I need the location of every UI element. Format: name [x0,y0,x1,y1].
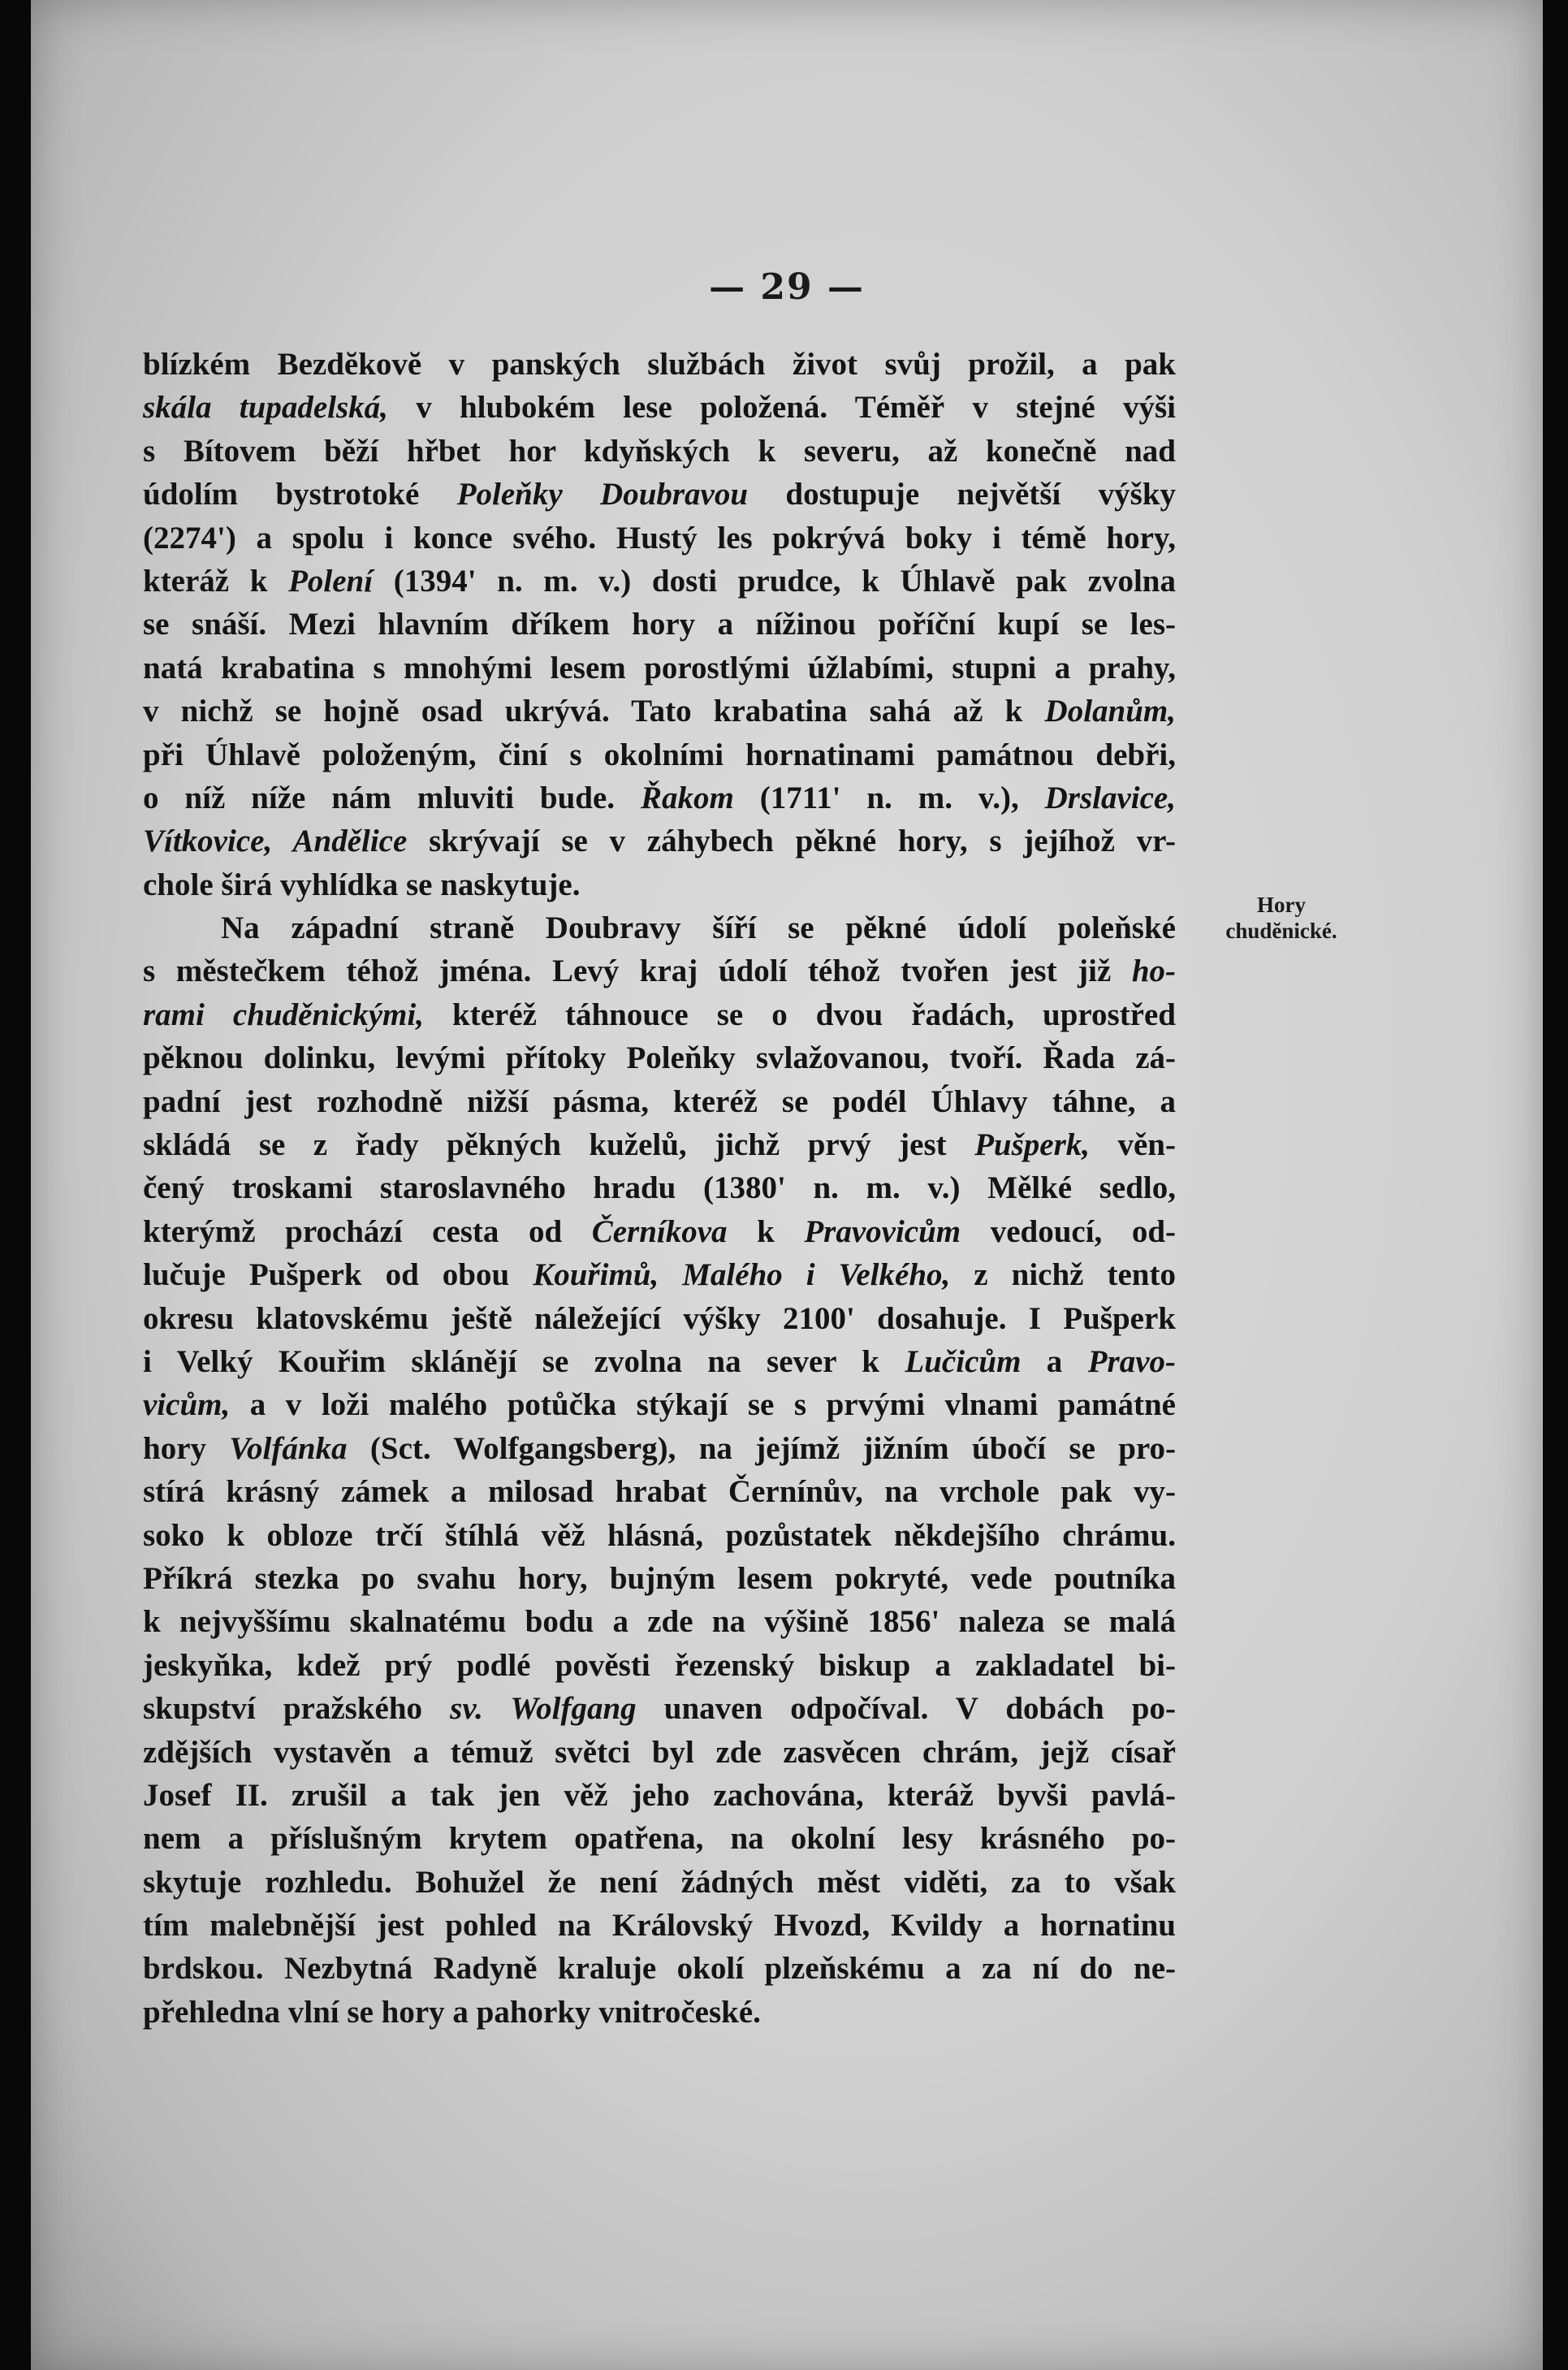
text-line [143,1123,1176,1166]
italic-term: Dolanům, [1044,694,1176,729]
text-segment: (Sct. Wolfgangsberg), na jejímž jižním úbočí se pro- [347,1430,1177,1466]
text-segment: stírá krásný zámek a milosad hrabat Černínův, na vrchole pak vy- [143,1474,1176,1510]
body-text [143,343,1176,2034]
italic-term: rami chuděnickými, [143,997,424,1032]
margin-note-line: Hory [1257,893,1306,917]
text-segment: padní jest rozhodně nižší pásma, kteréž se podél Úhlavy táhne, a [143,1083,1176,1119]
text-segment: údolím bystrotoké [143,477,457,512]
italic-term: Poleňky Doubravou [456,477,749,512]
text-segment: čený troskami staroslavného hradu (1380' n. m. v.) Mělké sedlo, [143,1170,1176,1206]
text-segment: k [727,1213,805,1249]
text-line [143,993,1176,1036]
text-line [143,1644,1176,1687]
text-segment: skrývají se v záhybech pěkné hory, s jejíhož vr- [407,824,1176,859]
italic-term: Pravovicům [804,1213,961,1249]
text-segment: se snáší. Mezi hlavním dříkem hory a nížinou poříční kupí se les- [143,607,1176,642]
text-line [143,1166,1176,1209]
text-line [143,906,1176,949]
text-segment: s městečkem téhož jména. Levý kraj údolí téhož tvořen jest již [143,954,1132,989]
text-line [143,776,1176,820]
text-line [143,603,1176,646]
text-line [143,386,1176,429]
text-line [143,690,1176,733]
text-segment: i Velký Kouřim sklánějí se zvolna na sever k [143,1343,905,1379]
text-line [143,1731,1176,1774]
text-segment: natá krabatina s mnohými lesem porostlými úžlabími, stupni a prahy, [143,650,1176,685]
text-line [143,1600,1176,1643]
italic-term: sv. Wolfgang [450,1691,637,1727]
text-line [143,473,1176,516]
text-segment: lučuje Pušperk od obou [143,1257,533,1293]
text-line [143,1687,1176,1730]
text-segment: nem a příslušným krytem opatřena, na okolní lesy krásného po- [143,1821,1176,1857]
text-segment: skládá se z řady pěkných kuželů, jichž prvý jest [143,1127,975,1163]
text-line [143,1904,1176,1947]
text-segment: (1394' n. m. v.) dosti prudce, k Úhlavě pak zvolna [373,563,1176,599]
italic-term: Pušperk, [974,1127,1091,1163]
text-segment: blízkém Bezdĕkovĕ v panských službách život svůj prožil, a pak [143,347,1176,382]
text-line [143,517,1176,560]
text-line [143,1817,1176,1860]
text-segment: Na západní straně Doubravy šíří se pěkné údolí poleňské [221,910,1176,946]
italic-term: Polení [288,563,374,599]
text-segment: skytuje rozhledu. Bohužel že není žádných měst viděti, za to však [143,1864,1176,1900]
text-line [143,1947,1176,1990]
text-segment: kteráž k [143,563,289,599]
text-segment: v nichž se hojně osad ukrývá. Tato krabatina sahá až k [143,694,1045,729]
text-line [143,1861,1176,1904]
text-line [143,863,1176,906]
text-segment: přehledna vlní se hory a pahorky vnitročeské. [143,1994,761,2030]
text-line [143,1080,1176,1123]
text-line [143,1253,1176,1296]
margin-note-line: chudĕnické. [1225,919,1337,943]
text-line [143,1383,1176,1426]
text-segment: soko k obloze trčí štíhlá věž hlásná, pozůstatek někdejšího chrámu. [143,1517,1176,1553]
text-line [143,1297,1176,1340]
text-segment: (1711' n. m. v.), [733,780,1045,815]
text-segment: a v loži malého potůčka stýkají se s prvými vlnami památné [230,1387,1176,1423]
text-line [143,1470,1176,1513]
text-line [143,1427,1176,1470]
text-segment: hory [143,1430,230,1466]
text-line [143,733,1176,776]
italic-term: Černíkova [591,1213,728,1249]
text-segment: při Úhlavě položeným, činí s okolními hornatinami památnou debři, [143,737,1176,772]
text-segment: Josef II. zrušil a tak jen věž jeho zachována, kteráž byvši pavlá- [143,1777,1176,1813]
text-segment: vedoucí, od- [961,1213,1176,1249]
text-line [143,1340,1176,1383]
italic-term: vicům, [143,1387,231,1423]
text-segment: dostupuje největší výšky [748,477,1177,512]
text-segment: (2274') a spolu i konce svého. Hustý les pokrývá boky i témě hory, [143,520,1176,556]
text-segment: k nejvyššímu skalnatému bodu a zde na výšině 1856' naleza se malá [143,1604,1176,1640]
text-segment: s Bítovem běží hřbet hor kdyňských k severu, až konečně nad [143,433,1176,469]
text-segment: zdějších vystavěn a témuž světci byl zde zasvěcen chrám, jejž císař [143,1734,1176,1770]
text-line [143,820,1176,863]
text-segment: věn- [1090,1127,1176,1163]
text-segment: skupství pražského [143,1691,451,1727]
italic-term: Drslavice, [1044,780,1176,815]
text-line [143,647,1176,690]
text-segment: o níž níže nám mluviti bude. [143,780,641,815]
italic-term: Lučicům [905,1343,1022,1379]
text-line [143,560,1176,603]
text-segment: Příkrá stezka po svahu hory, bujným lesem pokryté, vede poutníka [143,1560,1176,1596]
italic-term: Vítkovice, Andělice [143,824,408,859]
text-segment: kterýmž prochází cesta od [143,1213,592,1249]
italic-term: ho- [1131,954,1176,989]
text-segment: z nichž tento [950,1257,1176,1293]
text-line [143,430,1176,473]
text-line [143,1514,1176,1557]
text-segment: v hlubokém lese položená. Téměř v stejné výši [387,390,1176,426]
italic-term: Kouřimů, Malého i Velkého, [533,1257,951,1293]
text-segment: okresu klatovskému ještě náležející výšky 2100' dosahuje. I Pušperk [143,1300,1176,1336]
text-segment: kteréž táhnouce se o dvou řadách, uprostřed [423,997,1176,1032]
italic-term: Řakom [640,780,734,815]
text-segment: jeskyňka, kdež prý podlé pověsti řezenský biskup a zakladatel bi- [143,1647,1176,1683]
text-segment: a [1021,1343,1088,1379]
page-number: — 29 — [709,266,865,308]
text-line [143,949,1176,993]
text-segment: chole širá vyhlídka se naskytuje. [143,867,581,902]
margin-note [1200,892,1363,944]
text-line [143,1557,1176,1600]
text-segment: tím malebnější jest pohled na Královský Hvozd, Kvildy a hornatinu [143,1908,1176,1944]
text-segment: brdskou. Nezbytná Radyně kraluje okolí plzeňskému a za ní do ne- [143,1951,1176,1987]
text-line [143,343,1176,386]
text-line [143,1036,1176,1079]
italic-term: skála tupadelská, [143,390,388,426]
italic-term: Volfánka [229,1430,348,1466]
text-line [143,1210,1176,1253]
book-page [31,0,1543,2370]
text-line [143,1991,1176,2034]
text-segment: pěknou dolinku, levými přítoky Poleňky svlažovanou, tvoří. Řada zá- [143,1040,1176,1076]
italic-term: Pravo- [1087,1343,1177,1379]
text-line [143,1774,1176,1817]
text-segment: unaven odpočíval. V dobách po- [636,1691,1176,1727]
